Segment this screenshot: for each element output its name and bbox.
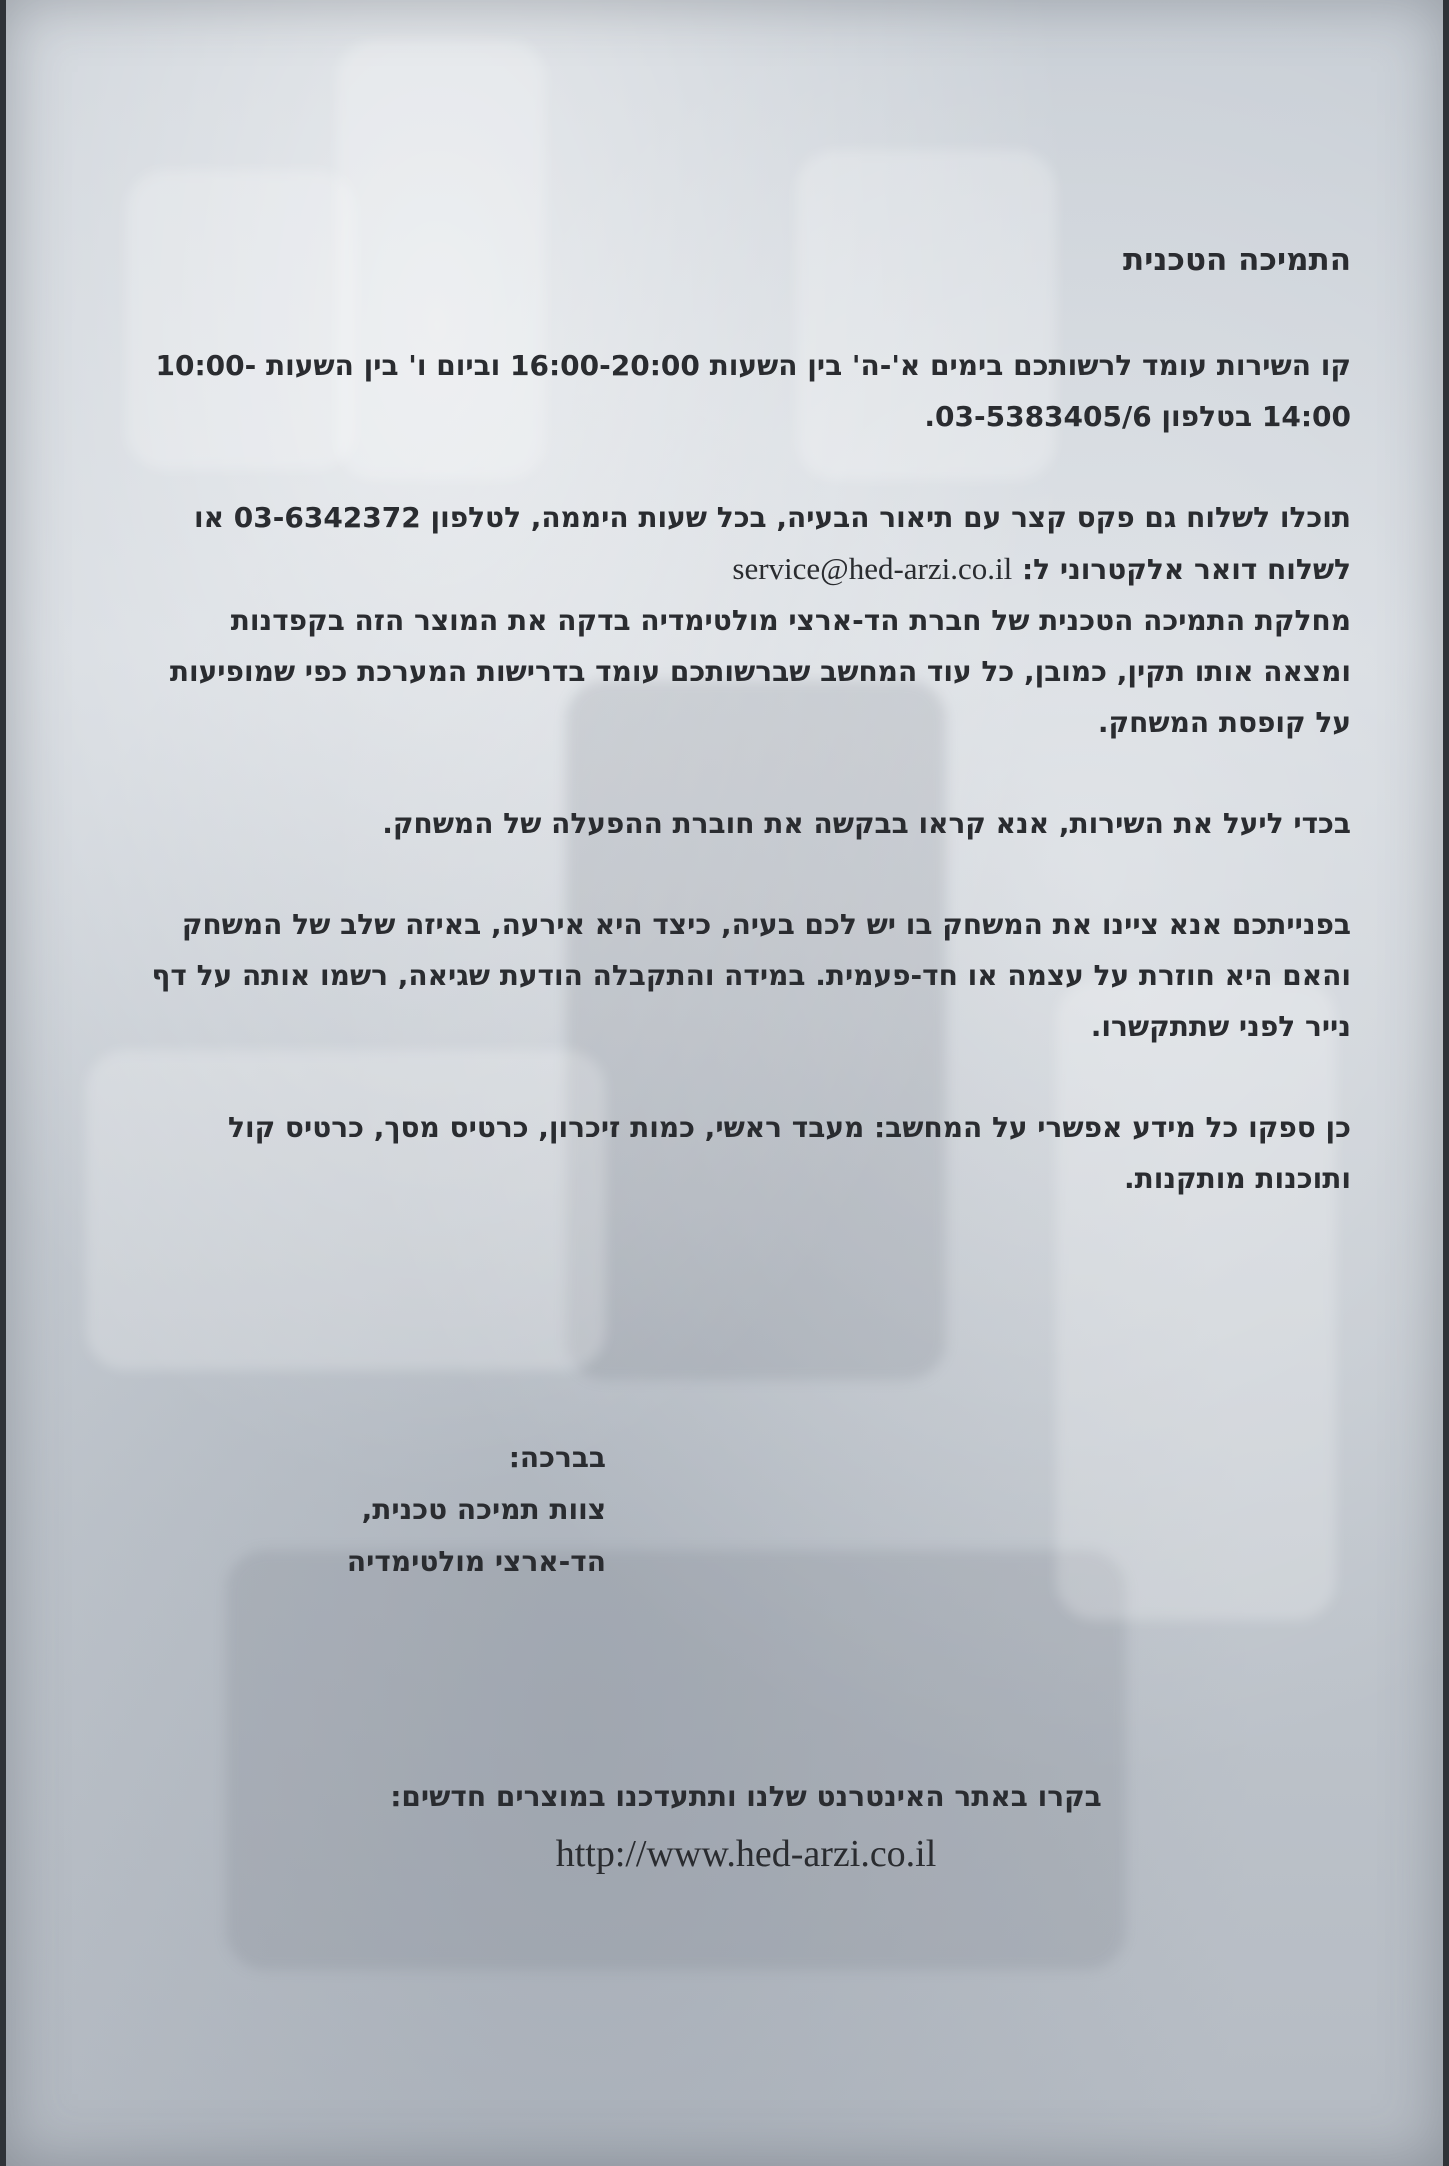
- fax-email-paragraph: [136, 492, 1351, 595]
- website-url: http://www.hed-arzi.co.il: [555, 1833, 937, 1875]
- page-title: התמיכה הטכנית: [1123, 242, 1351, 278]
- signature-team: צוות תמיכה טכנית,: [361, 1493, 606, 1526]
- support-email: service@hed-arzi.co.il: [732, 551, 1013, 586]
- website-footer: [296, 1770, 1196, 1884]
- fax-text: תוכלו לשלוח גם פקס קצר עם תיאור הבעיה, בכל שעות היממה, לטלפון 03-6342372 או לשלוח דואר אלקטרוני ל:: [194, 501, 1351, 586]
- printed-page: [6, 0, 1443, 2166]
- quality-check-paragraph: מחלקת התמיכה הטכנית של חברת הד-ארצי מולטימדיה בדקה את המוצר הזה בקפדנות ומצאה אותו תקין, כמובן, כל עוד המחשב שברשותכם עומד בדרישות המערכת כפי שמופיעות על קופסת המשחק.: [169, 604, 1351, 739]
- website-invite: בקרו באתר האינטרנט שלנו ותתעדכנו במוצרים חדשים:: [390, 1780, 1102, 1813]
- details-paragraph: בפנייתכם אנא ציינו את המשחק בו יש לכם בעיה, כיצד היא אירעה, באיזה שלב של המשחק והאם היא חוזרת על עצמה או חד-פעמית. במידה והתקבלה הודעת שגיאה, רשמו אותה על דף נייר לפני שתתקשרו.: [151, 908, 1351, 1043]
- signature-greeting: בברכה:: [508, 1441, 606, 1474]
- signature-company: הד-ארצי מולטימדיה: [346, 1545, 606, 1578]
- manual-paragraph: בכדי ליעל את השירות, אנא קראו בבקשה את חוברת ההפעלה של המשחק.: [382, 807, 1351, 840]
- signature-block: [266, 1432, 606, 1588]
- service-hours-paragraph: קו השירות עומד לרשותכם בימים א'-ה' בין השעות 16:00-20:00 וביום ו' בין השעות 10:00-14:00 בטלפון 03-5383405/6.: [155, 349, 1351, 433]
- background-shape: [226, 1550, 1126, 1970]
- specs-paragraph: כן ספקו כל מידע אפשרי על המחשב: מעבד ראשי, כמות זיכרון, כרטיס מסך, כרטיס קול ותוכנות מותקנות.: [228, 1111, 1351, 1195]
- support-text: [136, 230, 1351, 1254]
